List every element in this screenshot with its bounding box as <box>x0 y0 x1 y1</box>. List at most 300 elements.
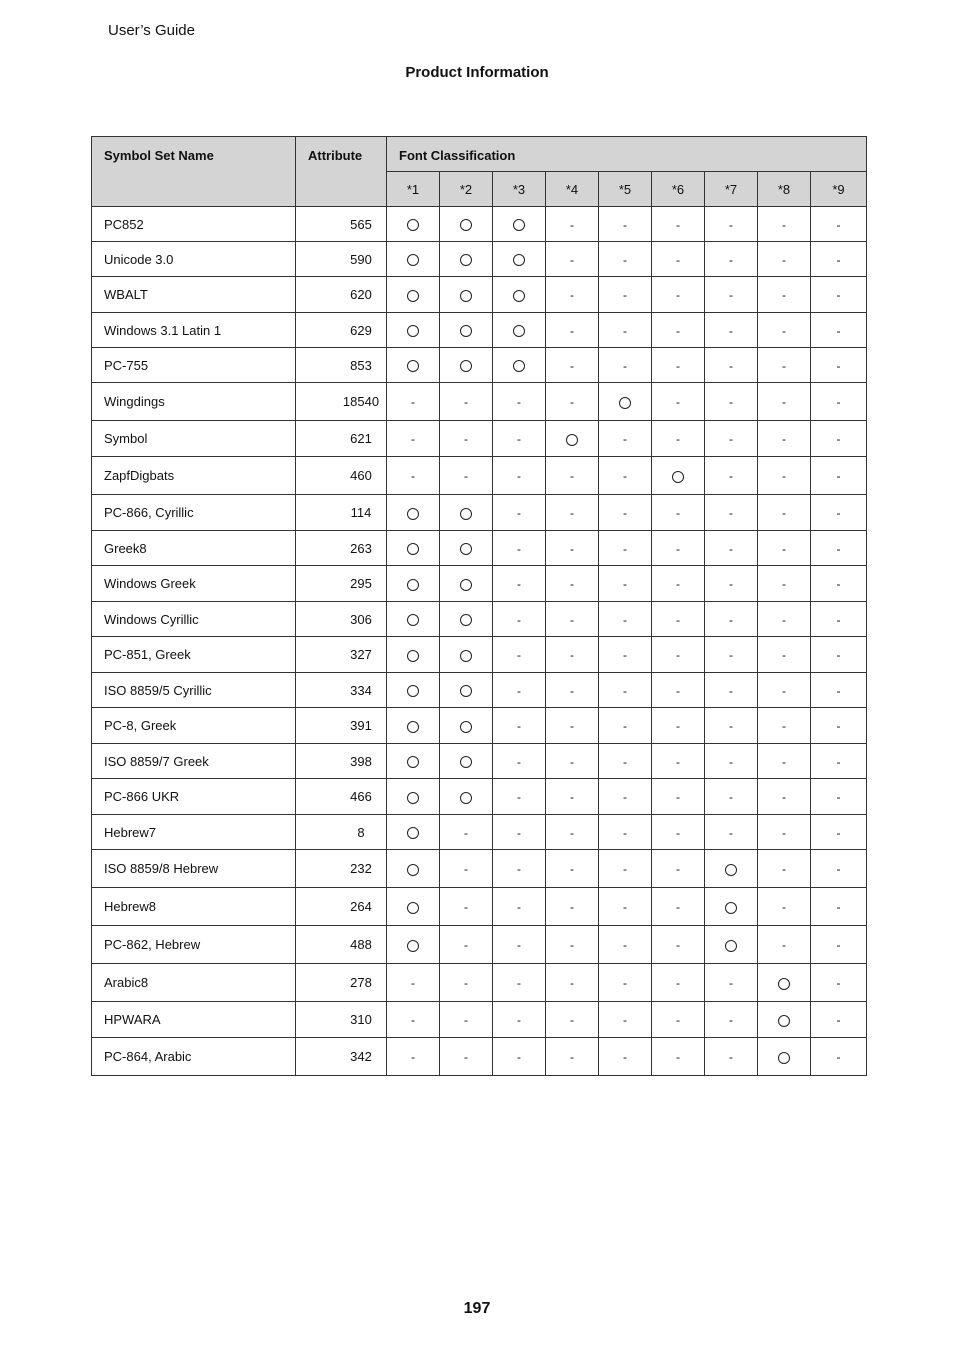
attribute-cell: 306 <box>296 602 387 637</box>
not-supported-dash: - <box>836 506 841 520</box>
not-supported-dash: - <box>517 719 521 733</box>
classification-cell <box>705 888 758 926</box>
classification-cell <box>652 926 705 964</box>
symbol-set-name-cell: PC-866, Cyrillic <box>92 495 296 531</box>
not-supported-dash: - <box>676 506 680 520</box>
symbol-set-name-cell: Unicode 3.0 <box>92 242 296 277</box>
classification-cell <box>493 495 546 531</box>
classification-cell <box>493 1038 546 1076</box>
classification-cell <box>493 313 546 348</box>
classification-cell <box>440 637 493 673</box>
classification-cell <box>599 1002 652 1038</box>
not-supported-dash: - <box>676 976 680 990</box>
not-supported-dash: - <box>729 217 733 232</box>
classification-cell <box>546 602 599 637</box>
attribute-cell: 488 <box>296 926 387 964</box>
classification-cell <box>599 708 652 744</box>
not-supported-dash: - <box>676 358 680 373</box>
classification-cell <box>546 495 599 531</box>
not-supported-dash: - <box>517 1050 521 1064</box>
classification-cell <box>546 850 599 888</box>
attribute-cell: 264 <box>296 888 387 926</box>
table-row <box>92 242 867 277</box>
header-symbol-set-name: Symbol Set Name <box>92 137 296 207</box>
not-supported-dash: - <box>676 217 680 232</box>
supported-circle-icon <box>407 290 419 302</box>
classification-cell <box>546 383 599 421</box>
not-supported-dash: - <box>517 825 521 840</box>
attribute-cell: 466 <box>296 779 387 815</box>
classification-cell <box>758 242 811 277</box>
symbol-set-name-cell: PC-862, Hebrew <box>92 926 296 964</box>
not-supported-dash: - <box>729 754 733 769</box>
classification-cell <box>546 1002 599 1038</box>
supported-circle-icon <box>460 685 472 697</box>
supported-circle-icon <box>566 434 578 446</box>
not-supported-dash: - <box>836 469 841 483</box>
not-supported-dash: - <box>782 469 786 483</box>
classification-cell <box>493 964 546 1002</box>
classification-cell <box>705 850 758 888</box>
table-header-row <box>92 137 867 172</box>
not-supported-dash: - <box>676 612 680 627</box>
not-supported-dash: - <box>411 1013 415 1027</box>
classification-cell <box>599 207 652 242</box>
not-supported-dash: - <box>517 541 521 556</box>
not-supported-dash: - <box>411 432 415 446</box>
classification-cell <box>705 815 758 850</box>
not-supported-dash: - <box>782 900 786 914</box>
classification-cell <box>493 207 546 242</box>
not-supported-dash: - <box>570 288 574 302</box>
not-supported-dash: - <box>782 506 786 520</box>
classification-cell <box>387 1038 440 1076</box>
not-supported-dash: - <box>623 976 627 990</box>
classification-cell <box>758 566 811 602</box>
not-supported-dash: - <box>570 395 574 409</box>
classification-cell <box>493 602 546 637</box>
not-supported-dash: - <box>729 323 733 338</box>
classification-cell <box>758 1038 811 1076</box>
classification-cell <box>440 673 493 708</box>
attribute-cell: 295 <box>296 566 387 602</box>
classification-cell <box>652 964 705 1002</box>
classification-cell <box>811 1038 867 1076</box>
classification-cell <box>705 744 758 779</box>
not-supported-dash: - <box>676 432 680 446</box>
classification-cell <box>758 888 811 926</box>
classification-cell <box>546 779 599 815</box>
classification-cell <box>546 744 599 779</box>
not-supported-dash: - <box>570 825 574 840</box>
symbol-set-name-cell: Windows Cyrillic <box>92 602 296 637</box>
classification-cell <box>493 815 546 850</box>
supported-circle-icon <box>407 579 419 591</box>
attribute-cell: 114 <box>296 495 387 531</box>
not-supported-dash: - <box>836 683 841 698</box>
not-supported-dash: - <box>623 719 627 733</box>
classification-cell <box>758 744 811 779</box>
not-supported-dash: - <box>676 541 680 556</box>
classification-cell <box>493 421 546 457</box>
classification-cell <box>811 421 867 457</box>
classification-cell <box>387 637 440 673</box>
classification-cell <box>705 926 758 964</box>
not-supported-dash: - <box>570 506 574 520</box>
not-supported-dash: - <box>782 323 786 338</box>
classification-cell <box>599 421 652 457</box>
not-supported-dash: - <box>782 862 786 876</box>
classification-cell <box>811 313 867 348</box>
not-supported-dash: - <box>570 323 574 338</box>
classification-cell <box>599 383 652 421</box>
classification-cell <box>440 815 493 850</box>
not-supported-dash: - <box>676 288 680 302</box>
not-supported-dash: - <box>623 1050 627 1064</box>
attribute-cell: 590 <box>296 242 387 277</box>
classification-cell <box>387 383 440 421</box>
header-class-7: *7 <box>705 172 758 207</box>
header-font-classification: Font Classification <box>387 137 867 172</box>
supported-circle-icon <box>407 360 419 372</box>
supported-circle-icon <box>407 543 419 555</box>
not-supported-dash: - <box>517 432 521 446</box>
not-supported-dash: - <box>623 612 627 627</box>
not-supported-dash: - <box>570 790 574 804</box>
supported-circle-icon <box>407 721 419 733</box>
classification-cell <box>546 313 599 348</box>
classification-cell <box>387 779 440 815</box>
classification-cell <box>493 850 546 888</box>
classification-cell <box>546 708 599 744</box>
not-supported-dash: - <box>676 790 680 804</box>
not-supported-dash: - <box>517 900 521 914</box>
classification-cell <box>387 531 440 566</box>
classification-cell <box>811 242 867 277</box>
classification-cell <box>440 531 493 566</box>
not-supported-dash: - <box>782 719 786 733</box>
symbol-set-name-cell: Wingdings <box>92 383 296 421</box>
classification-cell <box>652 888 705 926</box>
classification-cell <box>599 242 652 277</box>
classification-cell <box>811 566 867 602</box>
supported-circle-icon <box>460 290 472 302</box>
table-row <box>92 457 867 495</box>
table-row <box>92 207 867 242</box>
classification-cell <box>387 566 440 602</box>
not-supported-dash: - <box>729 432 733 446</box>
not-supported-dash: - <box>836 976 841 990</box>
not-supported-dash: - <box>836 577 841 591</box>
table-body <box>92 207 867 1076</box>
classification-cell <box>705 277 758 313</box>
not-supported-dash: - <box>782 288 786 302</box>
classification-cell <box>440 964 493 1002</box>
classification-cell <box>758 421 811 457</box>
not-supported-dash: - <box>570 577 574 591</box>
classification-cell <box>652 421 705 457</box>
symbol-set-name-cell: Hebrew7 <box>92 815 296 850</box>
classification-cell <box>652 1002 705 1038</box>
supported-circle-icon <box>407 254 419 266</box>
classification-cell <box>387 1002 440 1038</box>
table-row <box>92 531 867 566</box>
not-supported-dash: - <box>464 900 468 914</box>
classification-cell <box>493 888 546 926</box>
not-supported-dash: - <box>782 938 786 952</box>
table-row <box>92 277 867 313</box>
supported-circle-icon <box>460 508 472 520</box>
classification-cell <box>493 779 546 815</box>
not-supported-dash: - <box>676 395 680 409</box>
classification-cell <box>387 277 440 313</box>
not-supported-dash: - <box>464 432 468 446</box>
classification-cell <box>440 495 493 531</box>
table-row <box>92 888 867 926</box>
not-supported-dash: - <box>411 1050 415 1064</box>
classification-cell <box>493 708 546 744</box>
not-supported-dash: - <box>782 754 786 769</box>
classification-cell <box>758 1002 811 1038</box>
classification-cell <box>811 637 867 673</box>
not-supported-dash: - <box>464 1013 468 1027</box>
classification-cell <box>652 313 705 348</box>
not-supported-dash: - <box>836 541 841 556</box>
supported-circle-icon <box>619 397 631 409</box>
not-supported-dash: - <box>836 358 841 373</box>
not-supported-dash: - <box>623 754 627 769</box>
not-supported-dash: - <box>729 1013 733 1027</box>
not-supported-dash: - <box>517 976 521 990</box>
classification-cell <box>546 348 599 383</box>
not-supported-dash: - <box>836 612 841 627</box>
not-supported-dash: - <box>676 683 680 698</box>
classification-cell <box>493 457 546 495</box>
classification-cell <box>546 673 599 708</box>
classification-cell <box>758 815 811 850</box>
classification-cell <box>811 888 867 926</box>
not-supported-dash: - <box>623 252 627 267</box>
not-supported-dash: - <box>623 683 627 698</box>
not-supported-dash: - <box>411 469 415 483</box>
classification-cell <box>811 926 867 964</box>
not-supported-dash: - <box>623 469 627 483</box>
attribute-cell: 8 <box>296 815 387 850</box>
supported-circle-icon <box>513 290 525 302</box>
symbol-set-name-cell: Greek8 <box>92 531 296 566</box>
classification-cell <box>387 242 440 277</box>
attribute-cell: 460 <box>296 457 387 495</box>
classification-cell <box>546 964 599 1002</box>
table-row <box>92 926 867 964</box>
table-row <box>92 815 867 850</box>
supported-circle-icon <box>513 360 525 372</box>
attribute-cell: 342 <box>296 1038 387 1076</box>
not-supported-dash: - <box>729 790 733 804</box>
classification-cell <box>652 566 705 602</box>
classification-cell <box>387 348 440 383</box>
classification-cell <box>387 744 440 779</box>
classification-cell <box>758 383 811 421</box>
classification-cell <box>599 495 652 531</box>
table-row <box>92 964 867 1002</box>
classification-cell <box>758 348 811 383</box>
classification-cell <box>758 708 811 744</box>
table-row <box>92 708 867 744</box>
not-supported-dash: - <box>836 825 841 840</box>
classification-cell <box>705 242 758 277</box>
supported-circle-icon <box>672 471 684 483</box>
attribute-cell: 620 <box>296 277 387 313</box>
not-supported-dash: - <box>676 862 680 876</box>
classification-cell <box>387 850 440 888</box>
classification-cell <box>493 277 546 313</box>
classification-cell <box>440 708 493 744</box>
classification-cell <box>493 383 546 421</box>
classification-cell <box>705 637 758 673</box>
not-supported-dash: - <box>836 252 841 267</box>
classification-cell <box>705 348 758 383</box>
classification-cell <box>758 457 811 495</box>
supported-circle-icon <box>407 614 419 626</box>
table-row <box>92 744 867 779</box>
not-supported-dash: - <box>517 648 521 662</box>
classification-cell <box>705 779 758 815</box>
classification-cell <box>599 457 652 495</box>
not-supported-dash: - <box>729 358 733 373</box>
symbol-set-name-cell: HPWARA <box>92 1002 296 1038</box>
not-supported-dash: - <box>676 252 680 267</box>
classification-cell <box>493 1002 546 1038</box>
classification-cell <box>546 637 599 673</box>
not-supported-dash: - <box>782 252 786 267</box>
not-supported-dash: - <box>836 323 841 338</box>
supported-circle-icon <box>513 219 525 231</box>
not-supported-dash: - <box>782 432 786 446</box>
classification-cell <box>652 637 705 673</box>
classification-cell <box>705 457 758 495</box>
not-supported-dash: - <box>623 541 627 556</box>
classification-cell <box>652 348 705 383</box>
not-supported-dash: - <box>729 541 733 556</box>
not-supported-dash: - <box>836 648 841 662</box>
attribute-cell: 327 <box>296 637 387 673</box>
table-row <box>92 637 867 673</box>
table-row <box>92 850 867 888</box>
supported-circle-icon <box>778 1052 790 1064</box>
classification-cell <box>440 1038 493 1076</box>
attribute-cell: 278 <box>296 964 387 1002</box>
not-supported-dash: - <box>464 469 468 483</box>
attribute-cell: 398 <box>296 744 387 779</box>
classification-cell <box>546 888 599 926</box>
classification-cell <box>546 277 599 313</box>
header-class-2: *2 <box>440 172 493 207</box>
not-supported-dash: - <box>782 790 786 804</box>
not-supported-dash: - <box>836 395 841 409</box>
classification-cell <box>440 744 493 779</box>
table-row <box>92 566 867 602</box>
symbol-set-name-cell: PC-755 <box>92 348 296 383</box>
attribute-cell: 853 <box>296 348 387 383</box>
not-supported-dash: - <box>517 790 521 804</box>
not-supported-dash: - <box>411 395 415 409</box>
header-class-5: *5 <box>599 172 652 207</box>
classification-cell <box>652 815 705 850</box>
classification-cell <box>811 602 867 637</box>
classification-cell <box>705 566 758 602</box>
classification-cell <box>758 964 811 1002</box>
classification-cell <box>652 457 705 495</box>
classification-cell <box>387 457 440 495</box>
classification-cell <box>546 815 599 850</box>
symbol-set-name-cell: WBALT <box>92 277 296 313</box>
not-supported-dash: - <box>517 612 521 627</box>
classification-cell <box>758 495 811 531</box>
not-supported-dash: - <box>676 900 680 914</box>
table-row <box>92 495 867 531</box>
not-supported-dash: - <box>623 217 627 232</box>
classification-cell <box>652 708 705 744</box>
classification-cell <box>387 313 440 348</box>
supported-circle-icon <box>407 827 419 839</box>
not-supported-dash: - <box>570 719 574 733</box>
symbol-set-name-cell: Windows Greek <box>92 566 296 602</box>
not-supported-dash: - <box>517 577 521 591</box>
document-header-title: User’s Guide <box>108 22 195 39</box>
not-supported-dash: - <box>836 900 841 914</box>
not-supported-dash: - <box>570 1050 574 1064</box>
page-number: 197 <box>463 1300 491 1317</box>
classification-cell <box>440 457 493 495</box>
not-supported-dash: - <box>836 862 841 876</box>
classification-cell <box>811 495 867 531</box>
supported-circle-icon <box>407 940 419 952</box>
classification-cell <box>652 242 705 277</box>
not-supported-dash: - <box>782 648 786 662</box>
supported-circle-icon <box>407 508 419 520</box>
classification-cell <box>652 383 705 421</box>
supported-circle-icon <box>725 940 737 952</box>
not-supported-dash: - <box>782 217 786 232</box>
classification-cell <box>758 277 811 313</box>
classification-cell <box>811 1002 867 1038</box>
not-supported-dash: - <box>729 612 733 627</box>
classification-cell <box>705 421 758 457</box>
not-supported-dash: - <box>623 288 627 302</box>
classification-cell <box>758 207 811 242</box>
classification-cell <box>387 964 440 1002</box>
supported-circle-icon <box>460 650 472 662</box>
classification-cell <box>599 850 652 888</box>
not-supported-dash: - <box>676 1050 680 1064</box>
classification-cell <box>652 779 705 815</box>
classification-cell <box>440 313 493 348</box>
classification-cell <box>546 457 599 495</box>
classification-cell <box>705 673 758 708</box>
section-title: Product Information <box>405 64 549 81</box>
attribute-cell: 621 <box>296 421 387 457</box>
not-supported-dash: - <box>464 862 468 876</box>
not-supported-dash: - <box>623 648 627 662</box>
classification-cell <box>440 277 493 313</box>
classification-cell <box>758 673 811 708</box>
not-supported-dash: - <box>676 323 680 338</box>
attribute-cell: 629 <box>296 313 387 348</box>
classification-cell <box>652 1038 705 1076</box>
not-supported-dash: - <box>836 432 841 446</box>
not-supported-dash: - <box>570 648 574 662</box>
